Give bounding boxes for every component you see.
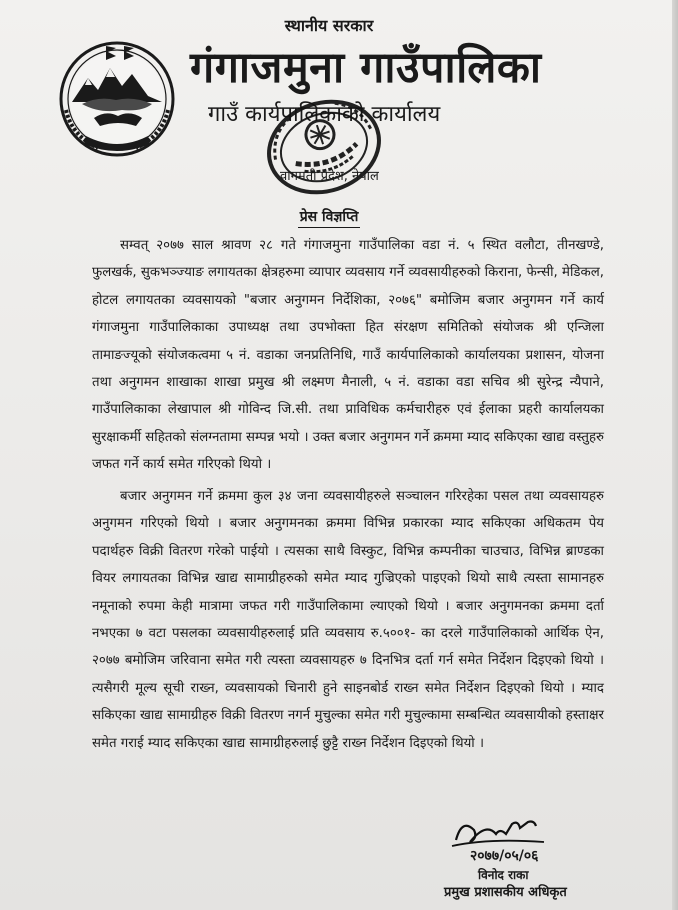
office-stamp-icon	[258, 92, 390, 202]
signatory-date: २०७७/०५/०६	[470, 848, 539, 864]
office-name: गाउँ कार्यपालिकाको कार्यालय	[208, 102, 441, 127]
municipality-name: गंगाजमुना गाउँपालिका	[190, 43, 542, 93]
body-paragraph: बजार अनुगमन गर्ने क्रममा कुल ३४ जना व्यवसायीहरुले सञ्चालन गरिरहेका पसल तथा व्यवसायहरु अनुगमन गरिएको थियो । बजार अनुगमनका क्रममा विभिन्न प्रकारका म्याद सकिएका अधिकतम पेय पदार्थहरु विक्री वितरण गरेको पाईयो । त्यसका साथै विस्कुट, विभिन्न कम्पनीका चाउचाउ, विभिन्न ब्राण्डका वियर लगायतका विभिन्न खाद्य सामाग्रीहरुको समेत म्याद गुज्रिएको पाइएको थियो साथै त्यस्ता सामानहरु नमूनाको रुपमा केही मात्रामा जफत गरी गाउँपालिकामा ल्याएको थियो । बजार अनुगमनका क्रममा दर्ता नभएका ७ वटा पसलका व्यवसायीहरुलाई प्रति व्यवसाय रु.५००१- का दरले गाउँपालिकाको आर्थिक ऐन, २०७७ बमोजिम जरिवाना समेत गरी त्यस्ता व्यवसायहरु ७ दिनभित्र दर्ता गर्न समेत निर्देशन दिइएको थियो । त्यसैगरी मूल्य सूची राख्न, व्यवसायको चिनारी हुने साइनबोर्ड राख्न समेत निर्देशन दिइएको थियो । म्याद सकिएका खाद्य सामाग्रीहरु विक्री वितरण नगर्न मुचुल्का समेत गरी मुचुल्कामा सम्बन्धित व्यवसायीको हस्ताक्षर समेत गराई म्याद सकिएका खाद्य सामाग्रीहरुलाई छुट्टै राख्न निर्देशन दिइएको थियो ।	[92, 489, 604, 751]
signatory-title: प्रमुख प्रशासकीय अधिकृत	[444, 885, 567, 900]
office-address: वागमती प्रदेश, नेपाल	[280, 169, 379, 184]
document-title: प्रेस विज्ञप्ति	[0, 207, 678, 228]
government-emblem-icon	[58, 40, 176, 158]
signatory-name: विनोद राका	[478, 868, 529, 882]
body-paragraph: सम्वत् २०७७ साल श्रावण २८ गते गंगाजमुना गाउँपालिका वडा नं. ५ स्थित वलौटा, तीनखण्डे, फुलखर्क, सुकभञ्ज्याङ लगायतका क्षेत्रहरुमा व्यापार व्यवसाय गर्ने व्यवसायीहरुको किराना, फेन्सी, मेडिकल, होटल लगायतका व्यवसायको "बजार अनुगमन निर्देशिका, २०७६" बमोजिम बजार अनुगमन गर्ने कार्य गंगाजमुना गाउँपालिकाका उपाध्यक्ष तथा उपभोक्ता हित संरक्षण समितिको संयोजक श्री एन्जिला तामाङज्यूको संयोजकत्वमा ५ नं. वडाका जनप्रतिनिधि, गाउँ कार्यपालिकाको कार्यालयका प्रशासन, योजना तथा अनुगमन शाखाका शाखा प्रमुख श्री लक्ष्मण मैनाली, ५ नं. वडाका वडा सचिव श्री सुरेन्द्र न्यैपाने, गाउँपालिकाका लेखापाल श्री गोविन्द जि.सी. तथा प्राविधिक कर्मचारीहरु एवं ईलाका प्रहरी कार्यालयका सुरक्षाकर्मी सहितको संलग्नतामा सम्पन्न भयो । उक्त बजार अनुगमन गर्ने क्रममा म्याद सकिएका खाद्य वस्तुहरु जफत गर्ने कार्य समेत गरिएको थियो ।	[92, 238, 604, 473]
page-edge-shadow	[672, 0, 678, 910]
header-subtitle: स्थानीय सरकार	[284, 16, 374, 35]
